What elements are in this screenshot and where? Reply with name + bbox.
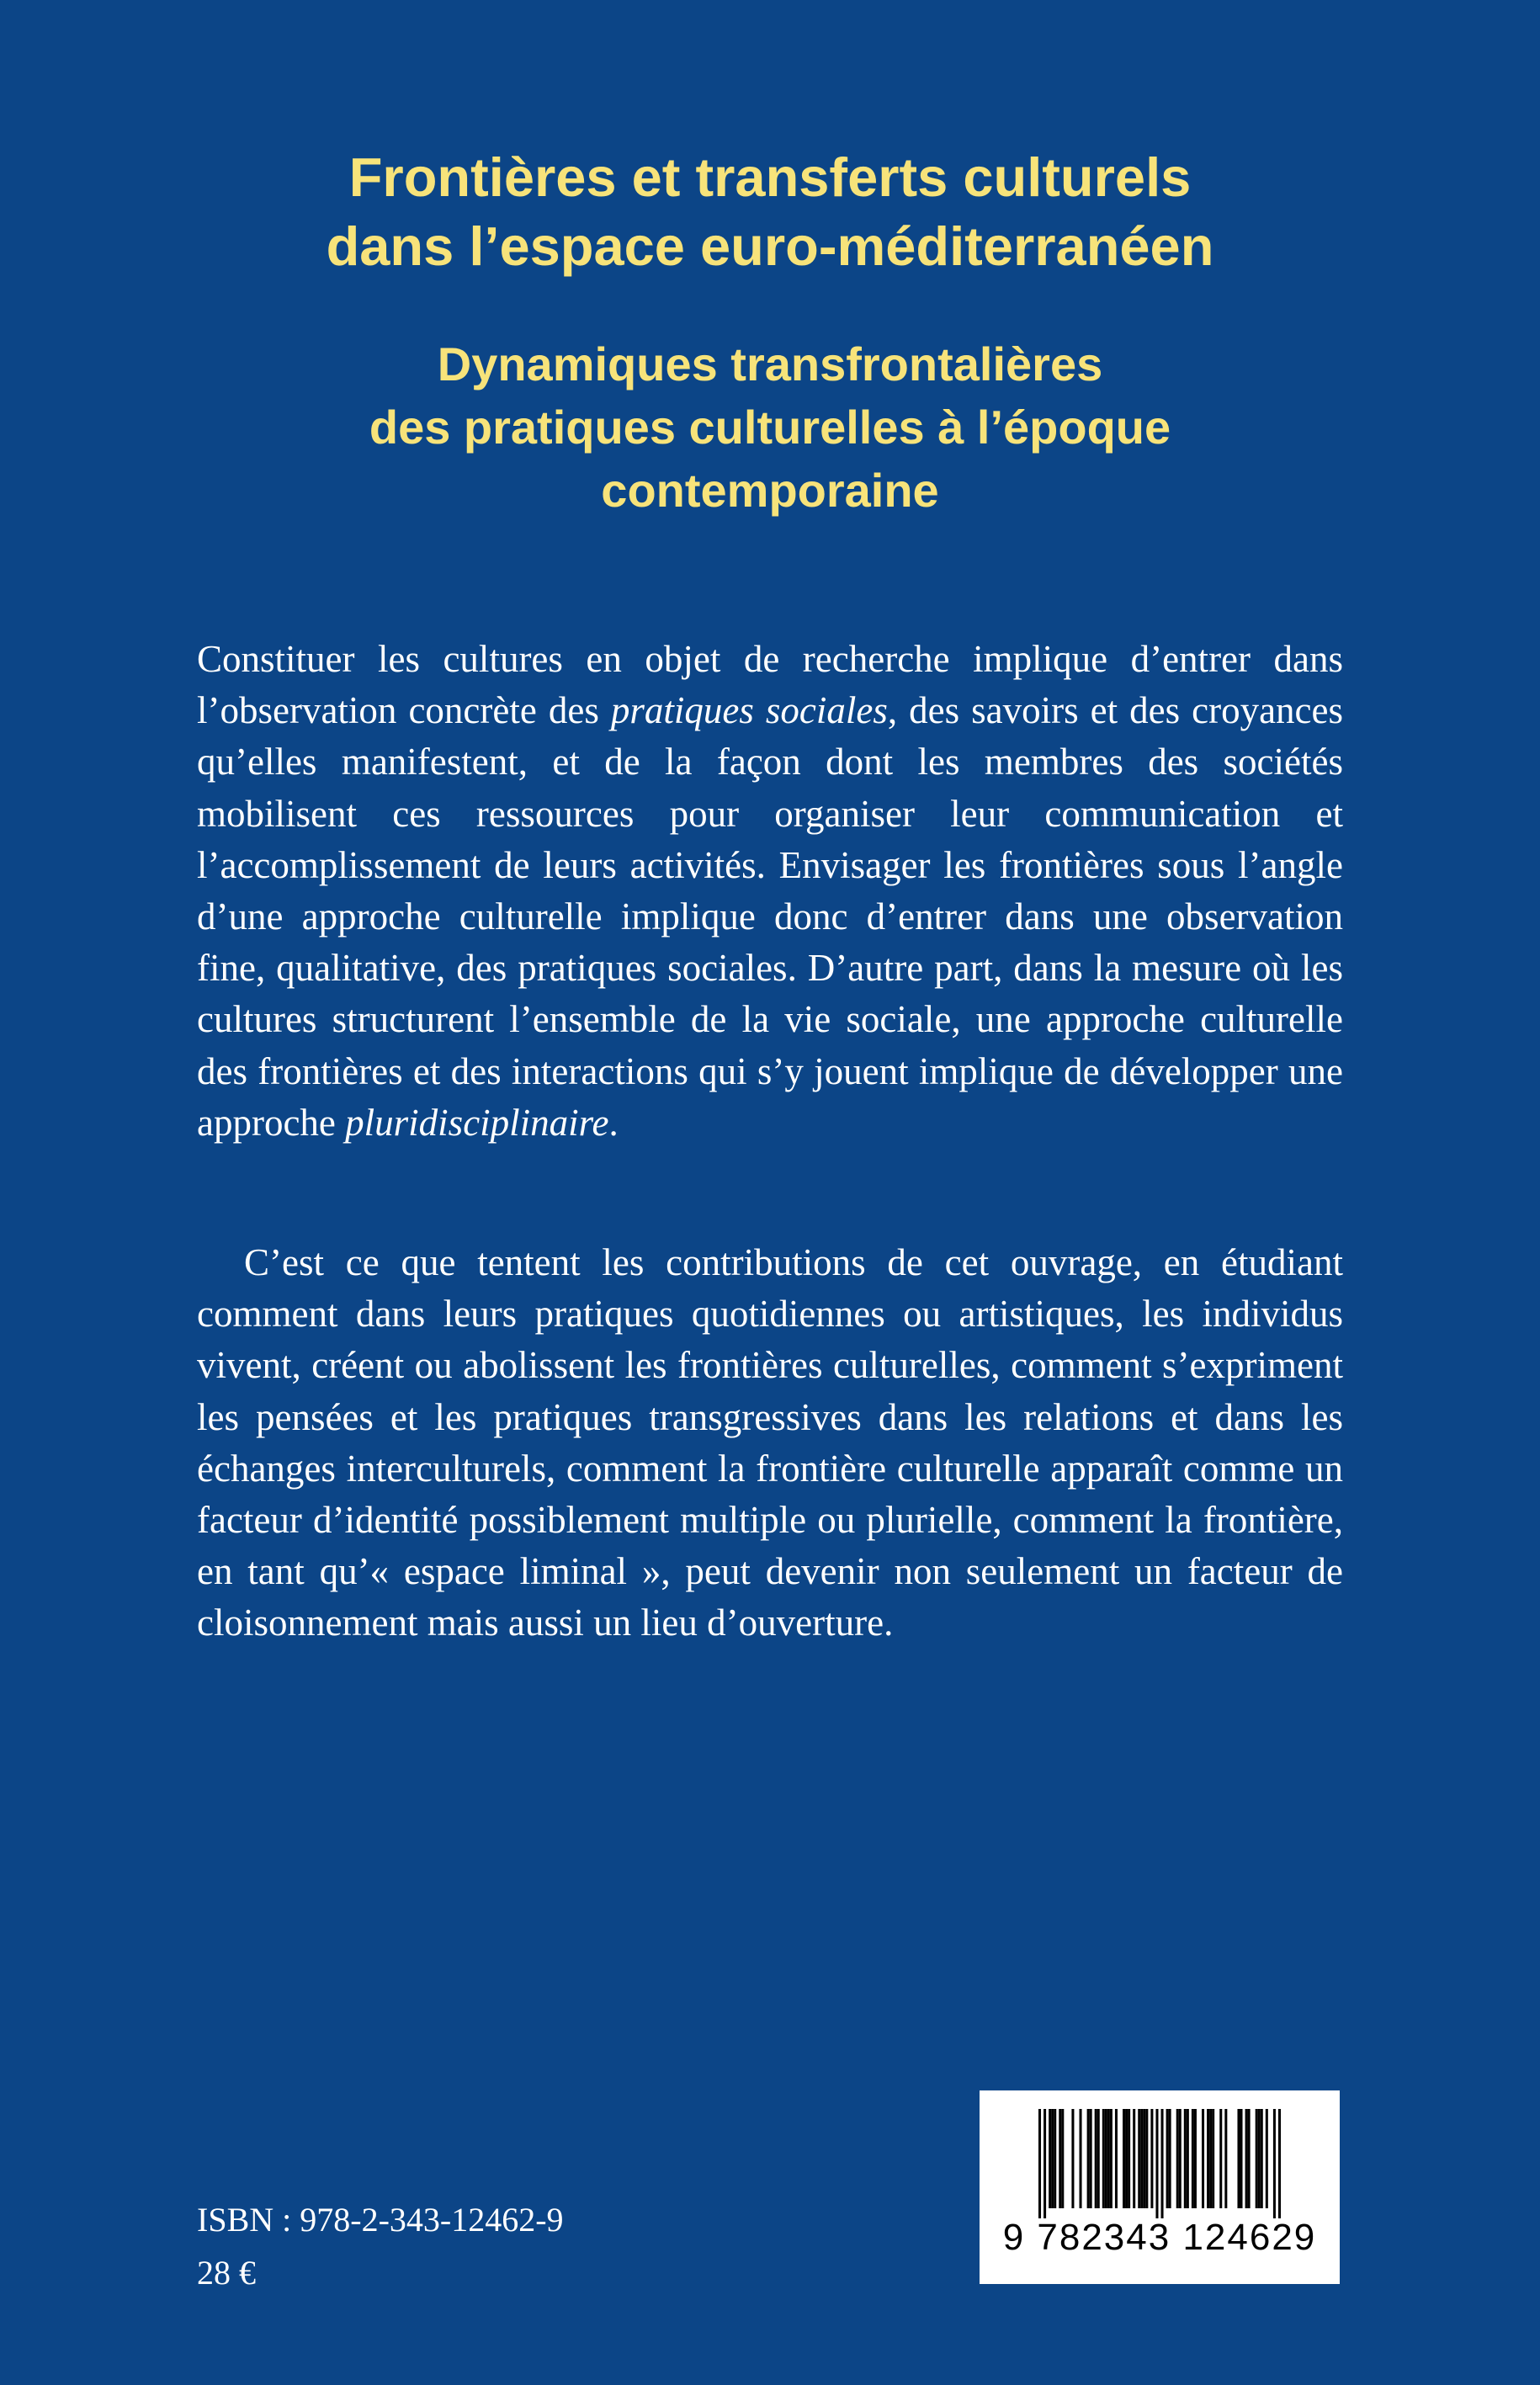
blurb-paragraph-2 xyxy=(197,1237,1343,1649)
book-subtitle-line-3: contemporaine xyxy=(601,464,939,517)
barcode-bar xyxy=(1194,2109,1197,2208)
blurb-paragraph-1-text-c: . xyxy=(608,1101,619,1144)
barcode-bar xyxy=(1237,2109,1240,2208)
barcode-bar xyxy=(1192,2109,1194,2208)
barcode-bar xyxy=(1071,2109,1074,2208)
barcode-bar xyxy=(1184,2109,1187,2208)
barcode-bar xyxy=(1261,2109,1263,2208)
blurb-italic-pratiques-sociales: pratiques sociales xyxy=(610,689,888,732)
barcode-bar xyxy=(1102,2109,1105,2208)
book-title-line-2: dans l’espace euro-méditerranéen xyxy=(326,215,1214,277)
blurb-paragraph-1-text-a: Constituer les cultures en objet de recherche implique d’entrer dans l’observation concrète des xyxy=(197,638,1343,732)
barcode-bar xyxy=(1273,2109,1276,2218)
barcode-bar xyxy=(1212,2109,1214,2208)
barcode-bar xyxy=(1059,2109,1061,2208)
blurb-paragraph-1 xyxy=(197,634,1343,1149)
barcode-bar xyxy=(1202,2109,1204,2208)
barcode-bar xyxy=(1207,2109,1209,2208)
blurb-paragraph-2-text: C’est ce que tentent les contributions de cet ouvrage, en étudiant comment dans leurs pratiques quotidiennes ou artistiques, les individus vivent, créent ou abolissent les frontières culturelles, comment s’expriment les pensées et les pratiques transgressives dans les relations et dans les échanges interculturels, comment la frontière culturelle apparaît comme un facteur d’identité possiblement multiple ou plurielle, comment la frontière, en tant qu’« espace liminal », peut devenir non seulement un facteur de cloisonnement mais aussi un lieu d’ouverture. xyxy=(197,1241,1343,1644)
book-subtitle-line-2: des pratiques culturelles à l’époque xyxy=(369,401,1171,454)
barcode-bar xyxy=(1161,2109,1164,2218)
barcode-bar xyxy=(1150,2109,1153,2208)
barcode-bar xyxy=(1095,2109,1097,2208)
barcode-bar xyxy=(1051,2109,1054,2208)
barcode-bar xyxy=(1166,2109,1169,2208)
book-subtitle xyxy=(0,332,1540,522)
barcode-bar xyxy=(1187,2109,1189,2208)
barcode-bar xyxy=(1049,2109,1051,2208)
barcode-bar xyxy=(1080,2109,1082,2208)
barcode-bar xyxy=(1043,2109,1046,2218)
barcode-bar xyxy=(1245,2109,1248,2208)
barcode-bar xyxy=(1256,2109,1258,2208)
barcode-bar xyxy=(1219,2109,1222,2208)
barcode-bar xyxy=(1143,2109,1145,2208)
barcode-bar xyxy=(1278,2109,1281,2218)
blurb-italic-pluridisciplinaire: pluridisciplinaire xyxy=(345,1101,609,1144)
barcode-bar xyxy=(1107,2109,1110,2208)
barcode-digits: 9 782343 124629 xyxy=(1002,2217,1317,2258)
barcode-bar xyxy=(1176,2109,1179,2208)
barcode-bar xyxy=(1087,2109,1090,2208)
blurb-paragraph-1-text-b: , des savoirs et des croyances qu’elles manifestent, et de la façon dont les membres des sociétés mobilisent ces ressources pour organiser leur communication et l’accomplissement de leurs activités. Envisager les frontières sous l’angle d’une approche culturelle implique donc d’entrer dans une observation fine, qualitative, des pratiques sociales. D’autre part, dans la mesure où les cultures structurent l’ensemble de la vie sociale, une approche culturelle des frontières et des interactions qui s’y jouent implique de développer une approche xyxy=(197,689,1344,1144)
barcode-bar xyxy=(1138,2109,1140,2208)
barcode-bar xyxy=(1248,2109,1251,2208)
barcode-bar xyxy=(1090,2109,1092,2208)
barcode-bar xyxy=(1179,2109,1182,2208)
barcode xyxy=(980,2090,1340,2284)
barcode-bar xyxy=(1123,2109,1125,2208)
book-subtitle-line-1: Dynamiques transfrontalières xyxy=(437,337,1103,390)
barcode-bar xyxy=(1209,2109,1212,2208)
isbn-text: ISBN : 978-2-343-12462-9 xyxy=(197,2201,564,2239)
barcode-bar xyxy=(1266,2109,1268,2208)
barcode-bar xyxy=(1145,2109,1148,2208)
barcode-bar xyxy=(1258,2109,1261,2208)
barcode-bar xyxy=(1115,2109,1118,2208)
barcode-bar xyxy=(1038,2109,1041,2218)
barcode-bar xyxy=(1169,2109,1171,2208)
barcode-bar xyxy=(1140,2109,1143,2208)
barcode-bar xyxy=(1097,2109,1100,2208)
book-title-line-1: Frontières et transferts culturels xyxy=(348,146,1192,208)
barcode-bar xyxy=(1105,2109,1107,2208)
barcode-bar xyxy=(1054,2109,1056,2208)
book-title xyxy=(0,143,1540,281)
barcode-bar xyxy=(1061,2109,1064,2208)
barcode-bar xyxy=(1125,2109,1128,2208)
barcode-bar xyxy=(1240,2109,1242,2208)
barcode-bar xyxy=(1155,2109,1158,2218)
price-text: 28 € xyxy=(197,2254,256,2292)
barcode-bar xyxy=(1110,2109,1113,2208)
barcode-bar xyxy=(1224,2109,1227,2208)
barcode-bar xyxy=(1133,2109,1135,2208)
barcode-bar xyxy=(1128,2109,1130,2208)
barcode-bars xyxy=(1038,2109,1281,2218)
